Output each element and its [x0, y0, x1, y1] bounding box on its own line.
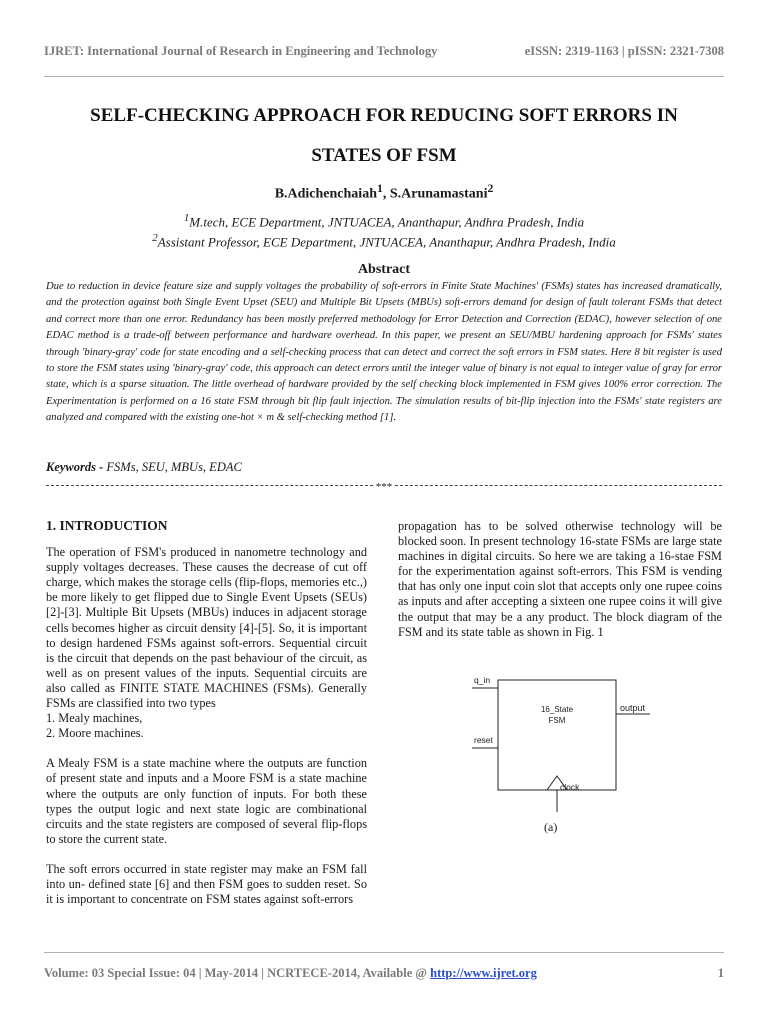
author-separator: , — [382, 186, 390, 202]
intro-paragraph-3: The soft errors occurred in state register may make an FSM fall into un- defined state [6] and then FSM goes to sudden reset. So it is important to concentrate on FSM states against soft-errors — [46, 861, 367, 907]
affiliation-2 — [40, 230, 728, 250]
journal-link[interactable]: http://www.ijret.org — [430, 966, 537, 980]
list-item-mealy: 1. Mealy machines, — [46, 711, 143, 726]
affiliation-1-sup: 1 — [183, 212, 190, 224]
intro-paragraph-4: propagation has to be solved otherwise technology will be blocked soon. In present technology 16-state FSMs are large state machines in digital circuits. So here we are taking a 16-stae FSM for the experimentation against soft-errors. This FSM is vending that has only one input coin slot that accepts only one rupee coins as inputs and after accepting a sixteen one rupee coins it will give the output that may be a any product. The block diagram of the FSM and its state table as shown in Fig. 1 — [398, 519, 722, 639]
block-label-line-2: FSM — [548, 716, 566, 725]
affiliation-2-text: Assistant Professor, ECE Department, JNTUACEA, Ananthapur, Andhra Pradesh, India — [157, 234, 616, 250]
footer-volume-text: Volume: 03 Special Issue: 04 | May-2014 | NCRTECE-2014, Available @ — [44, 966, 431, 980]
figure-caption: (a) — [544, 820, 558, 834]
separator-stars — [0, 483, 768, 491]
list-item-moore: 2. Moore machines. — [46, 726, 144, 741]
output-label: output — [620, 703, 646, 713]
affiliations — [40, 210, 728, 251]
author-2: S.Arunamastani — [389, 186, 488, 202]
paragraph-gap — [46, 741, 367, 756]
header-rule — [44, 76, 724, 77]
title-line-2: STATES OF FSM — [311, 145, 457, 166]
author-list — [40, 182, 728, 203]
keywords — [46, 460, 722, 475]
affiliation-1-text: M.tech, ECE Department, JNTUACEA, Ananthapur, Andhra Pradesh, India — [189, 214, 585, 230]
abstract-text: Due to reduction in device feature size and supply voltages the probability of soft-errors in Finite State Machines' (FSMs) states has increased dramatically, and the protection against both Single Event Upset (SEU) and Multiple Bit Upsets (MBUs) soft-errors demand for design of fault tolerant FSMs that detect and correct more than one error. Redundancy has been mostly preferred methodology for Error Detection and Correction (EDAC), however selection of one EDAC method is a trade-off between performance and hardware overhead. In this paper, we present an SEU/MBU hardening approach for FSMs' states through 'binary-gray' code for state encoding and a self-checking process that can detect and correct the soft errors in FSM states. Here 8 bit register is used to store the FSM states using 'binary-gray' code, this approach can detect errors until the integer value of binary is not equal to integer value of gray for error state, which is a sparse situation. The little overhead of hardware provided by the self checking block implemented in FSM gives 100% error correction. The Experimentation is performed on a 16 state FSM through bit flip fault injection. The simulation results of bit-flip injection into the FSMs' state registers are analyzed and compared with the existing one-hot × m & self-checking method [1]. — [46, 281, 722, 424]
right-column — [398, 519, 722, 640]
separator-stars-text: *** — [375, 481, 393, 493]
paragraph-gap — [46, 847, 367, 862]
block-label-line-1: 16_State — [540, 705, 574, 714]
affiliation-2-sup: 2 — [152, 232, 158, 245]
page-number: 1 — [717, 966, 724, 980]
keywords-text: FSMs, SEU, MBUs, EDAC — [106, 460, 242, 474]
footer-rule — [44, 952, 724, 953]
q-in-label: q_in — [474, 675, 491, 685]
abstract-heading: Abstract — [357, 262, 411, 277]
keywords-label: Keywords - — [46, 460, 107, 474]
running-header — [44, 44, 724, 59]
left-column — [46, 518, 367, 907]
intro-paragraph-2: A Mealy FSM is a state machine where the outputs are function of present state and inputs and a Moore FSM is a state machine where the outputs are only function of inputs. For both these types the output logic and next state logic are combinational circuits and the state registers are composed of several flip-flops to store the current state. — [46, 756, 367, 846]
reset-label: reset — [474, 735, 493, 745]
affiliation-1 — [40, 210, 728, 230]
author-1-sup: 1 — [377, 182, 383, 195]
title-line-1: SELF-CHECKING APPROACH FOR REDUCING SOFT ERRORS IN — [90, 105, 678, 126]
paper-title — [40, 96, 728, 176]
author-2-sup: 2 — [487, 182, 494, 195]
clock-label: clock — [560, 782, 580, 792]
footer-info — [44, 966, 537, 981]
section-heading-introduction: 1. INTRODUCTION — [46, 518, 168, 533]
journal-name: IJRET: International Journal of Research in Engineering and Technology — [44, 44, 438, 58]
fsm-block-diagram — [470, 664, 660, 814]
intro-paragraph-1: The operation of FSM's produced in nanometre technology and supply voltages decreases. These causes the decrease of cut off charge, which makes the storage cells (flip-flops, memories etc.,) be more likely to get flipped due to Single Event Upsets (SEUs) [2]-[3]. Multiple Bit Upsets (MBUs) induces in adjacent storage cells becomes higher as circuit density [4]-[5]. So, it is important to design hardened FSMs against soft-errors. Sequential circuit is the circuit that depends on the past behaviour of the circuit, as well as on present values of the inputs. Sequential circuits are also called as FINITE STATE MACHINES (FSMs). Generally FSMs are classified into two types — [46, 545, 367, 711]
running-footer — [44, 966, 724, 981]
fsm-block — [498, 680, 616, 790]
issn: eISSN: 2319-1163 | pISSN: 2321-7308 — [524, 44, 724, 58]
author-1: B.Adichenchaiah — [274, 186, 377, 202]
